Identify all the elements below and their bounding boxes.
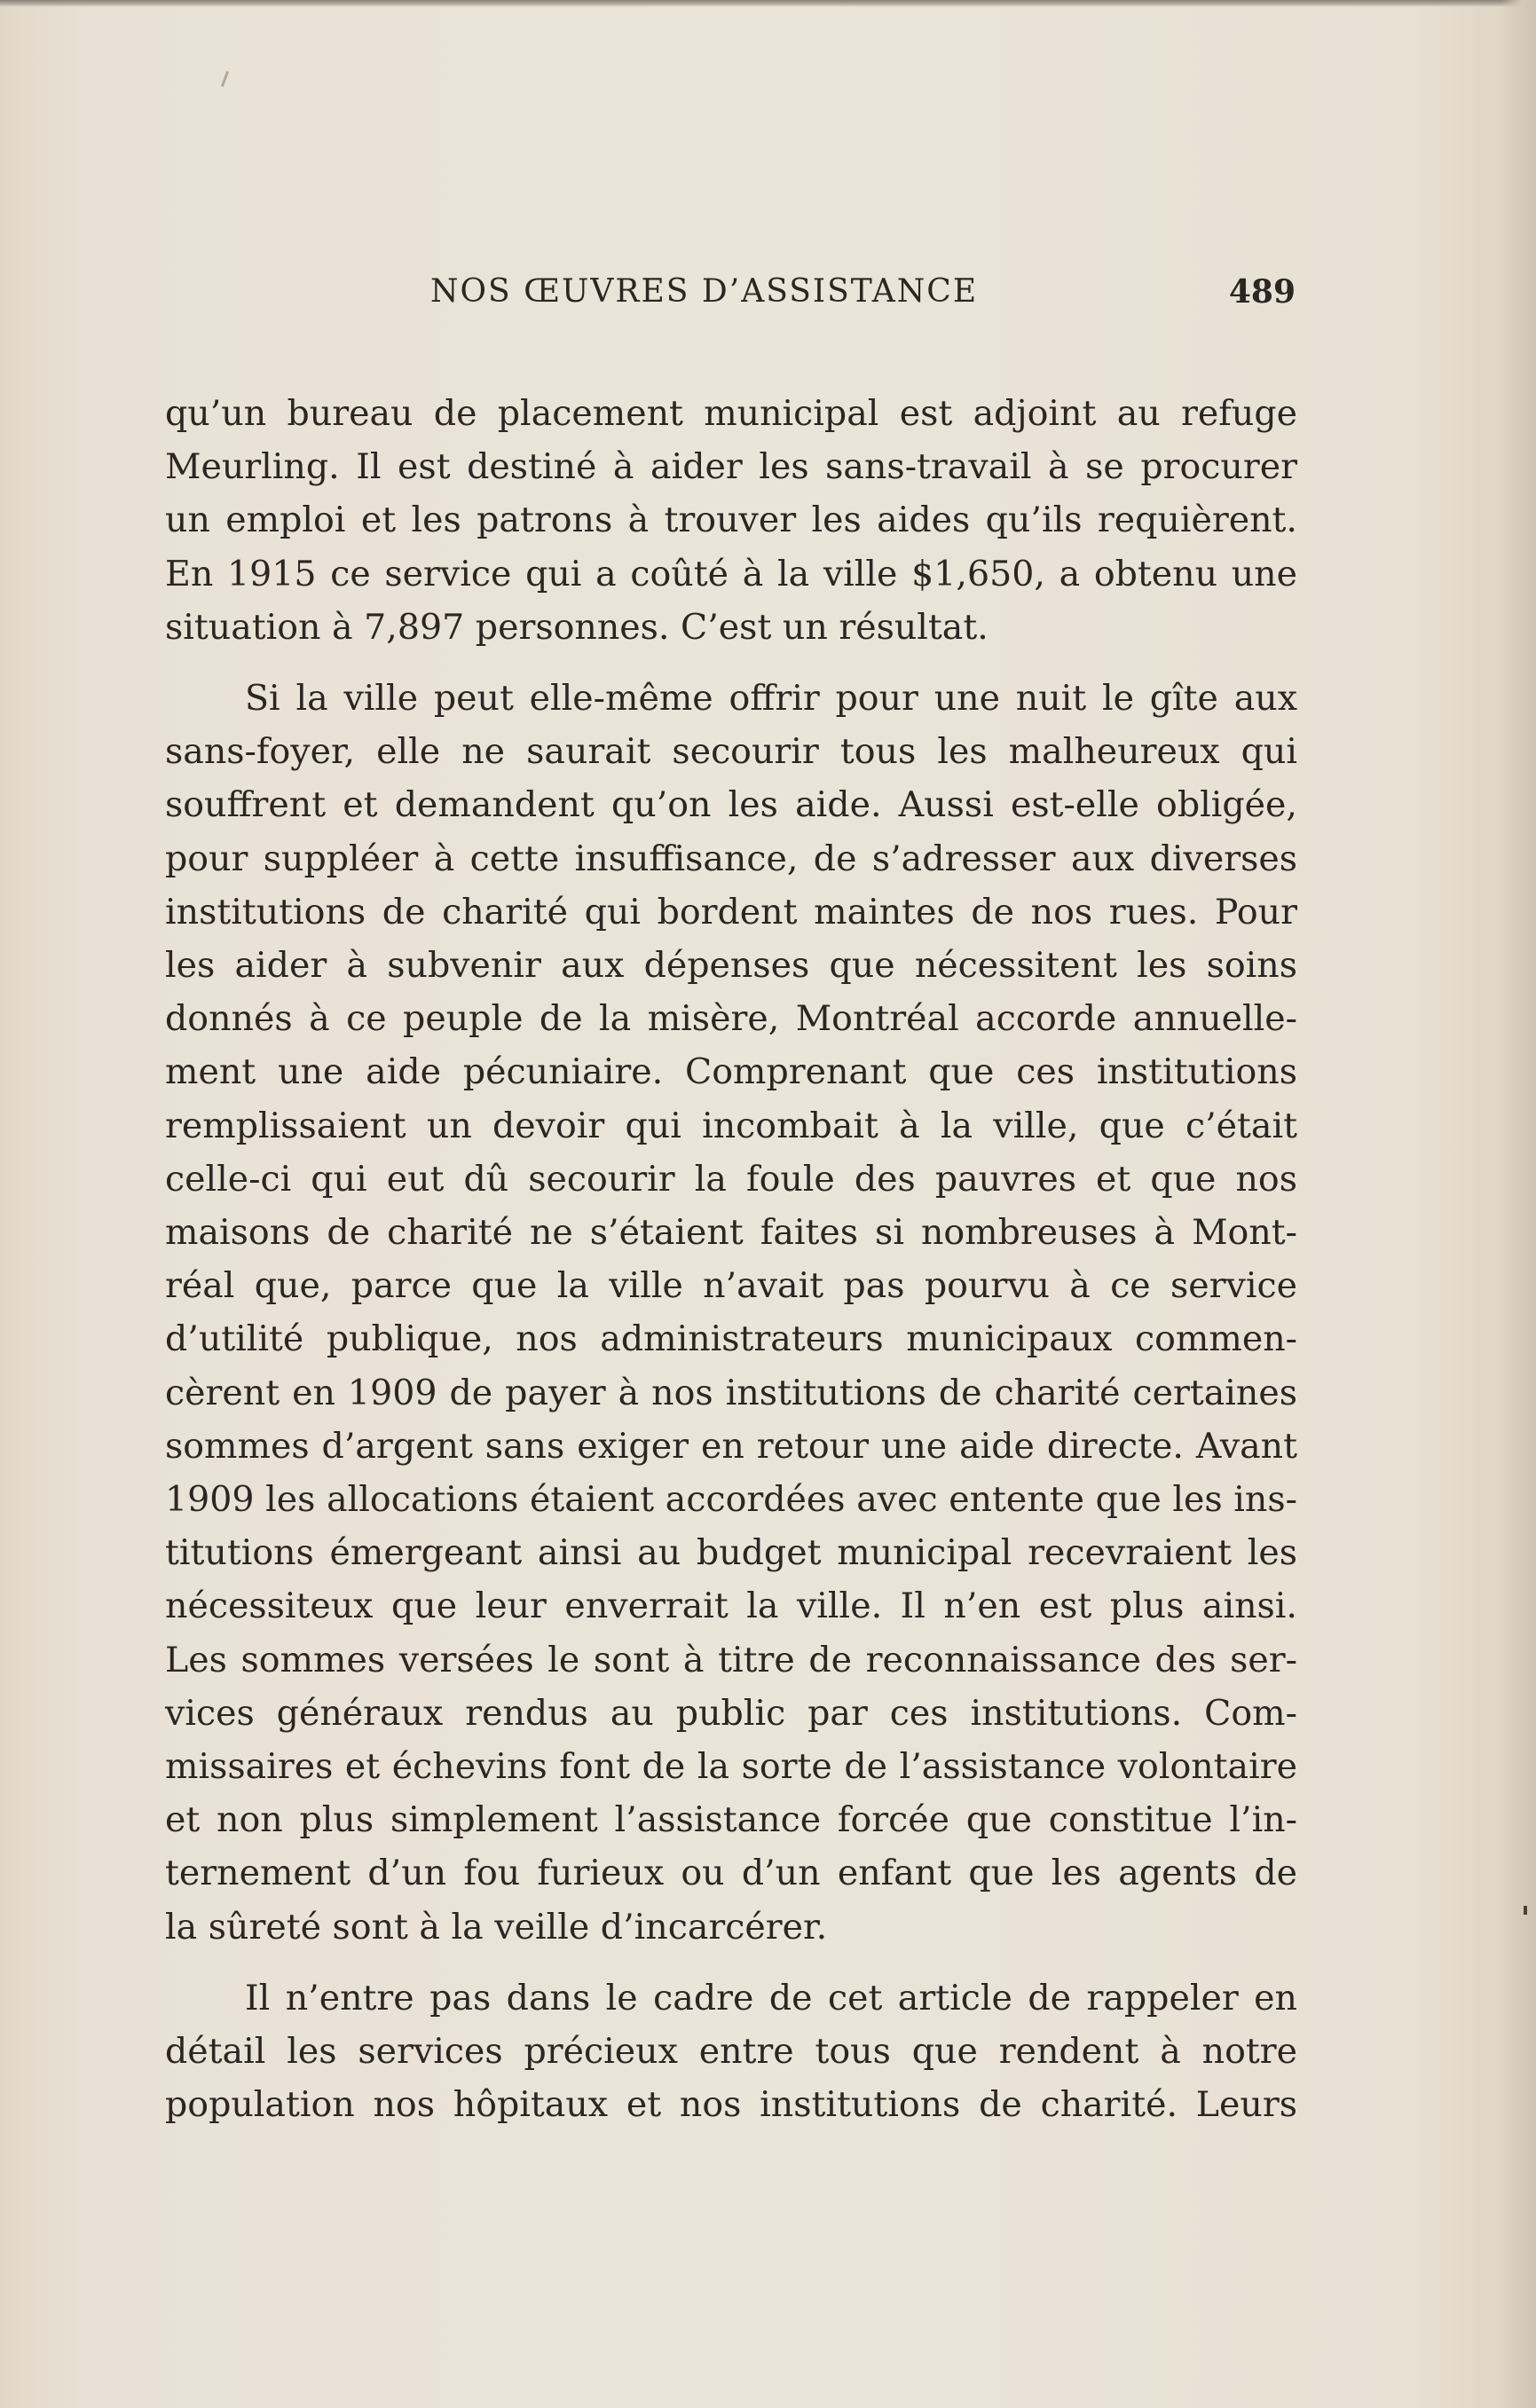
page-top-edge [0, 0, 1536, 7]
text-line: et non plus simplement l’assistance forcée que constitue l’in- [165, 1799, 1297, 1841]
text-line: institutions de charité qui bordent maintes de nos rues. Pour [165, 891, 1297, 933]
paragraph-3 [165, 1971, 1297, 2132]
text-line: cèrent en 1909 de payer à nos institutions de charité certaines [165, 1372, 1297, 1413]
page-right-edge [1501, 0, 1536, 2408]
text-line: nécessiteux que leur enverrait la ville. Il n’en est plus ainsi. [165, 1586, 1297, 1627]
paper-speck [1524, 1906, 1527, 1915]
text-line: situation à 7,897 personnes. C’est un résultat. [165, 606, 989, 648]
paragraph-2 [165, 672, 1297, 1954]
text-line: Si la ville peut elle-même offrir pour une nuit le gîte aux [245, 678, 1297, 720]
text-line: missaires et échevins font de la sorte de l’assistance volontaire [165, 1746, 1297, 1788]
text-line: maisons de charité ne s’étaient faites si nombreuses à Mont- [165, 1212, 1297, 1254]
text-line: titutions émergeant ainsi au budget municipal recevraient les [165, 1532, 1297, 1574]
text-line: Il n’entre pas dans le cadre de cet article de rappeler en [245, 1977, 1297, 2018]
text-line: ment une aide pécuniaire. Comprenant que ces institutions [165, 1051, 1297, 1093]
text-line: population nos hôpitaux et nos institutions de charité. Leurs [165, 2084, 1297, 2126]
text-line: souffrent et demandent qu’on les aide. Aussi est-elle obligée, [165, 784, 1297, 826]
running-head [169, 273, 1296, 327]
text-line: Meurling. Il est destiné à aider les sans-travail à se procurer [165, 446, 1297, 488]
text-line: vices généraux rendus au public par ces institutions. Com- [165, 1692, 1297, 1734]
text-line: un emploi et les patrons à trouver les aides qu’ils requièrent. [165, 500, 1297, 541]
text-line: celle-ci qui eut dû secourir la foule des pauvres et que nos [165, 1158, 1297, 1200]
text-body [165, 387, 1297, 2132]
text-line: donnés à ce peuple de la misère, Montréal accorde annuelle- [165, 998, 1297, 1040]
text-line: d’utilité publique, nos administrateurs municipaux commen- [165, 1318, 1297, 1360]
text-line: pour suppléer à cette insuffisance, de s’adresser aux diverses [165, 838, 1297, 879]
running-title: NOS ŒUVRES D’ASSISTANCE [430, 273, 979, 310]
text-line: En 1915 ce service qui a coûté à la ville $1,650, a obtenu une [165, 553, 1297, 594]
text-line: Les sommes versées le sont à titre de reconnaissance des ser- [165, 1639, 1297, 1680]
text-line: sommes d’argent sans exiger en retour une aide directe. Avant [165, 1425, 1297, 1467]
text-line: détail les services précieux entre tous que rendent à notre [165, 2031, 1297, 2073]
text-line: sans-foyer, elle ne saurait secourir tous les malheureux qui [165, 731, 1297, 773]
text-line: réal que, parce que la ville n’avait pas pourvu à ce service [165, 1265, 1297, 1307]
text-line: la sûreté sont à la veille d’incarcérer. [165, 1906, 828, 1948]
text-line: 1909 les allocations étaient accordées avec entente que les ins- [165, 1479, 1297, 1521]
paragraph-1 [165, 387, 1297, 654]
text-line: les aider à subvenir aux dépenses que nécessitent les soins [165, 945, 1297, 987]
page-number: 489 [1228, 273, 1296, 311]
text-line: ternement d’un fou furieux ou d’un enfant que les agents de [165, 1853, 1297, 1894]
text-line: qu’un bureau de placement municipal est adjoint au refuge [165, 393, 1297, 434]
text-line: remplissaient un devoir qui incombait à la ville, que c’était [165, 1105, 1297, 1146]
